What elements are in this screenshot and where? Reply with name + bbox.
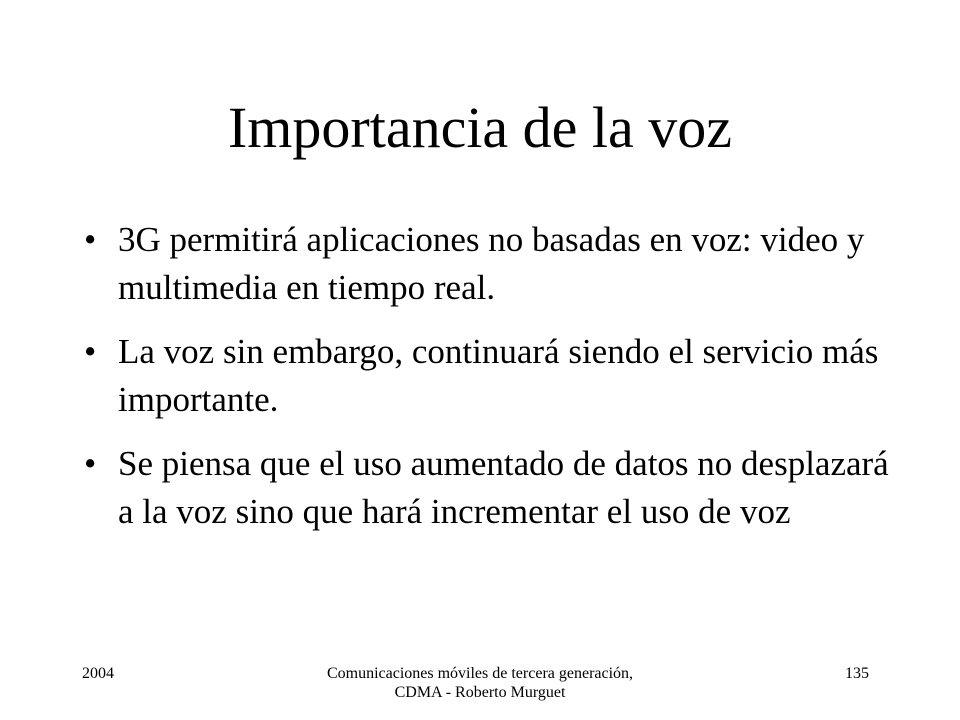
bullet-marker: • bbox=[84, 332, 97, 371]
bullet-marker: • bbox=[84, 444, 97, 483]
bullet-list bbox=[84, 216, 904, 552]
page-number: 135 bbox=[845, 665, 869, 682]
bullet-text: Se piensa que el uso aumentado de datos no desplazará a la voz sino que hará incrementar el uso de voz bbox=[118, 444, 889, 531]
bullet-marker: • bbox=[84, 220, 97, 259]
bullet-text: La voz sin embargo, continuará siendo el servicio más importante. bbox=[118, 332, 879, 419]
slide-title: Importancia de la voz bbox=[227, 95, 733, 160]
footer-title: Comunicaciones móviles de tercera generación, CDMA - Roberto Murguet bbox=[326, 665, 634, 701]
bullet-item bbox=[84, 216, 904, 312]
bullet-item bbox=[84, 440, 904, 536]
bullet-text: 3G permitirá aplicaciones no basadas en voz: video y multimedia en tiempo real. bbox=[118, 220, 865, 307]
bullet-item bbox=[84, 328, 904, 424]
footer-date: 2004 bbox=[82, 665, 114, 682]
